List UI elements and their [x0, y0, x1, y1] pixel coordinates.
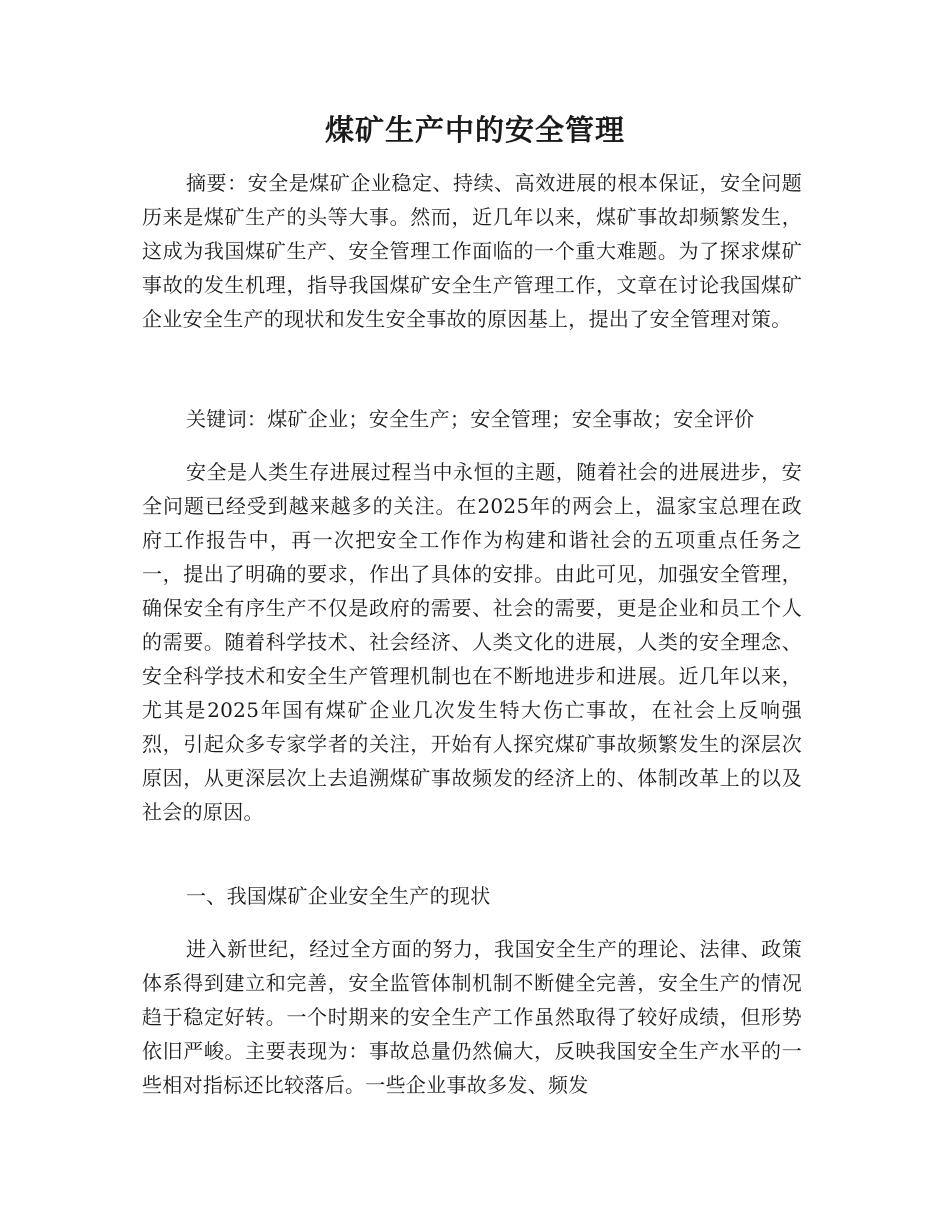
abstract-paragraph: 摘要：安全是煤矿企业稳定、持续、高效进展的根本保证，安全问题历来是煤矿生产的头等大事。然而，近几年以来，煤矿事故却频繁发生，这成为我国煤矿生产、安全管理工作面临的一个重大难题。为了探求煤矿事故的发生机理，指导我国煤矿安全生产管理工作，文章在讨论我国煤矿企业安全生产的现状和发生安全事故的原因基上，提出了安全管理对策。: [142, 171, 802, 331]
intro-paragraph: 安全是人类生存进展过程当中永恒的主题，随着社会的进展进步，安全问题已经受到越来越多的关注。在2025年的两会上，温家宝总理在政府工作报告中，再一次把安全工作作为构建和谐社会的五项重点任务之一，提出了明确的要求，作出了具体的安排。由此可见，加强安全管理，确保安全有序生产不仅是政府的需要、社会的需要，更是企业和员工个人的需要。随着科学技术、社会经济、人类文化的进展，人类的安全理念、安全科学技术和安全生产管理机制也在不断地进步和进展。近几年以来，尤其是2025年国有煤矿企业几次发生特大伤亡事故，在社会上反响强烈，引起众多专家学者的关注，开始有人探究煤矿事故频繁发生的深层次原因，从更深层次上去追溯煤矿事故频发的经济上的、体制改革上的以及社会的原因。: [142, 460, 802, 824]
document-title: 煤矿生产中的安全管理: [324, 113, 625, 147]
section-paragraph: 进入新世纪，经过全方面的努力，我国安全生产的理论、法律、政策体系得到建立和完善，安全监管体制机制不断健全完善，安全生产的情况趋于稳定好转。一个时期来的安全生产工作虽然取得了较好成绩，但形势依旧严峻。主要表现为：事故总量仍然偏大，反映我国安全生产水平的一些相对指标还比较落后。一些企业事故多发、频发: [142, 937, 802, 1097]
keywords-paragraph: 关键词：煤矿企业；安全生产；安全管理；安全事故；安全评价: [186, 407, 755, 431]
section-heading: 一、我国煤矿企业安全生产的现状: [186, 884, 491, 908]
